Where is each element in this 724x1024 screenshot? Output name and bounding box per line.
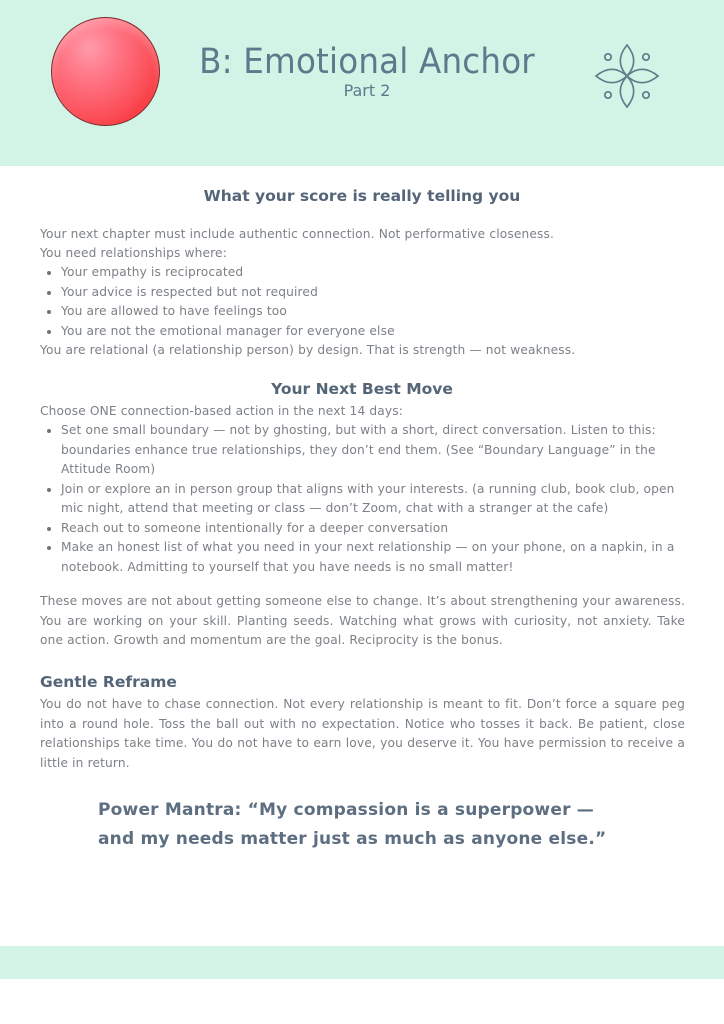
list-item-text: Your empathy is reciprocated — [61, 265, 244, 279]
footer-band — [0, 946, 724, 979]
list-item-text: You are not the emotional manager for everyone else — [61, 323, 395, 338]
list-item-text: Set one small boundary — not by ghosting, but with a short, direct conversation. Listen to this: boundaries enhance true relationships, they don’t end them. (See “Boundary Language” in the Attitude Room) — [61, 423, 656, 476]
list-item-text: Make an honest list of what you need in your next relationship — on your phone, on a napkin, in a notebook. Admitting to yourself that you have needs is no small matter! — [61, 540, 675, 574]
bullet-icon — [47, 330, 51, 334]
bullet-icon — [47, 527, 51, 531]
list-item-text: You are allowed to have feelings too — [61, 304, 287, 318]
list-item — [40, 519, 688, 539]
score-intro-line-2: You need relationships where: — [40, 246, 227, 260]
reframe-body: You do not have to chase connection. Not every relationship is meant to fit. Don’t force a square peg into a round hole. Toss the ball out with no expectation. Notice who tosses it back. Be patient, close relationships take time. You do not have to earn love, you deserve it. You have permission to receive a little in return. — [40, 697, 685, 770]
mantra-line-2: and my needs matter just as much as anyone else.” — [98, 829, 607, 849]
list-item-text: Join or explore an in person group that aligns with your interests. (a running club, book club, open mic night, attend that meeting or class — don’t Zoom, chat with a stranger at the cafe) — [61, 481, 675, 515]
bullet-icon — [47, 291, 51, 295]
list-item — [40, 263, 690, 283]
score-section-heading: What your score is really telling you — [203, 187, 521, 205]
bullet-icon — [47, 271, 51, 275]
page-subtitle: Part 2 — [343, 81, 391, 100]
list-item — [40, 480, 688, 519]
list-item — [40, 302, 690, 322]
reframe-heading: Gentle Reframe — [40, 673, 177, 691]
page-title: B: Emotional Anchor — [199, 42, 535, 82]
bullet-icon — [47, 429, 51, 433]
next-move-summary: These moves are not about getting someone else to change. It’s about strengthening your awareness. You are working on your skill. Planting seeds. Watching what grows with curiosity, not anxiety. Take one action. Growth and momentum are the goal. Reciprocity is the bonus. — [40, 594, 685, 647]
header-band — [0, 0, 724, 166]
list-item-text: Reach out to someone intentionally for a deeper conversation — [61, 520, 449, 535]
list-item-text: Your advice is respected but not required — [61, 284, 318, 299]
score-bullet-list — [40, 263, 690, 341]
next-move-bullet-list — [40, 421, 688, 577]
mantra-line-1: Power Mantra: “My compassion is a superpower — — [98, 800, 594, 820]
score-closing-text: You are relational (a relationship person) by design. That is strength — not weakness. — [40, 343, 576, 357]
bullet-icon — [47, 310, 51, 314]
next-move-heading: Your Next Best Move — [271, 380, 453, 398]
bullet-icon — [47, 488, 51, 492]
power-mantra — [98, 796, 658, 854]
list-item — [40, 421, 688, 480]
celtic-knot-ornament-icon — [594, 42, 660, 110]
list-item — [40, 322, 690, 342]
list-item — [40, 538, 688, 577]
next-move-intro: Choose ONE connection-based action in the next 14 days: — [40, 404, 403, 418]
list-item — [40, 283, 690, 303]
score-intro-line-1: Your next chapter must include authentic connection. Not performative closeness. — [40, 227, 555, 241]
bullet-icon — [47, 546, 51, 550]
